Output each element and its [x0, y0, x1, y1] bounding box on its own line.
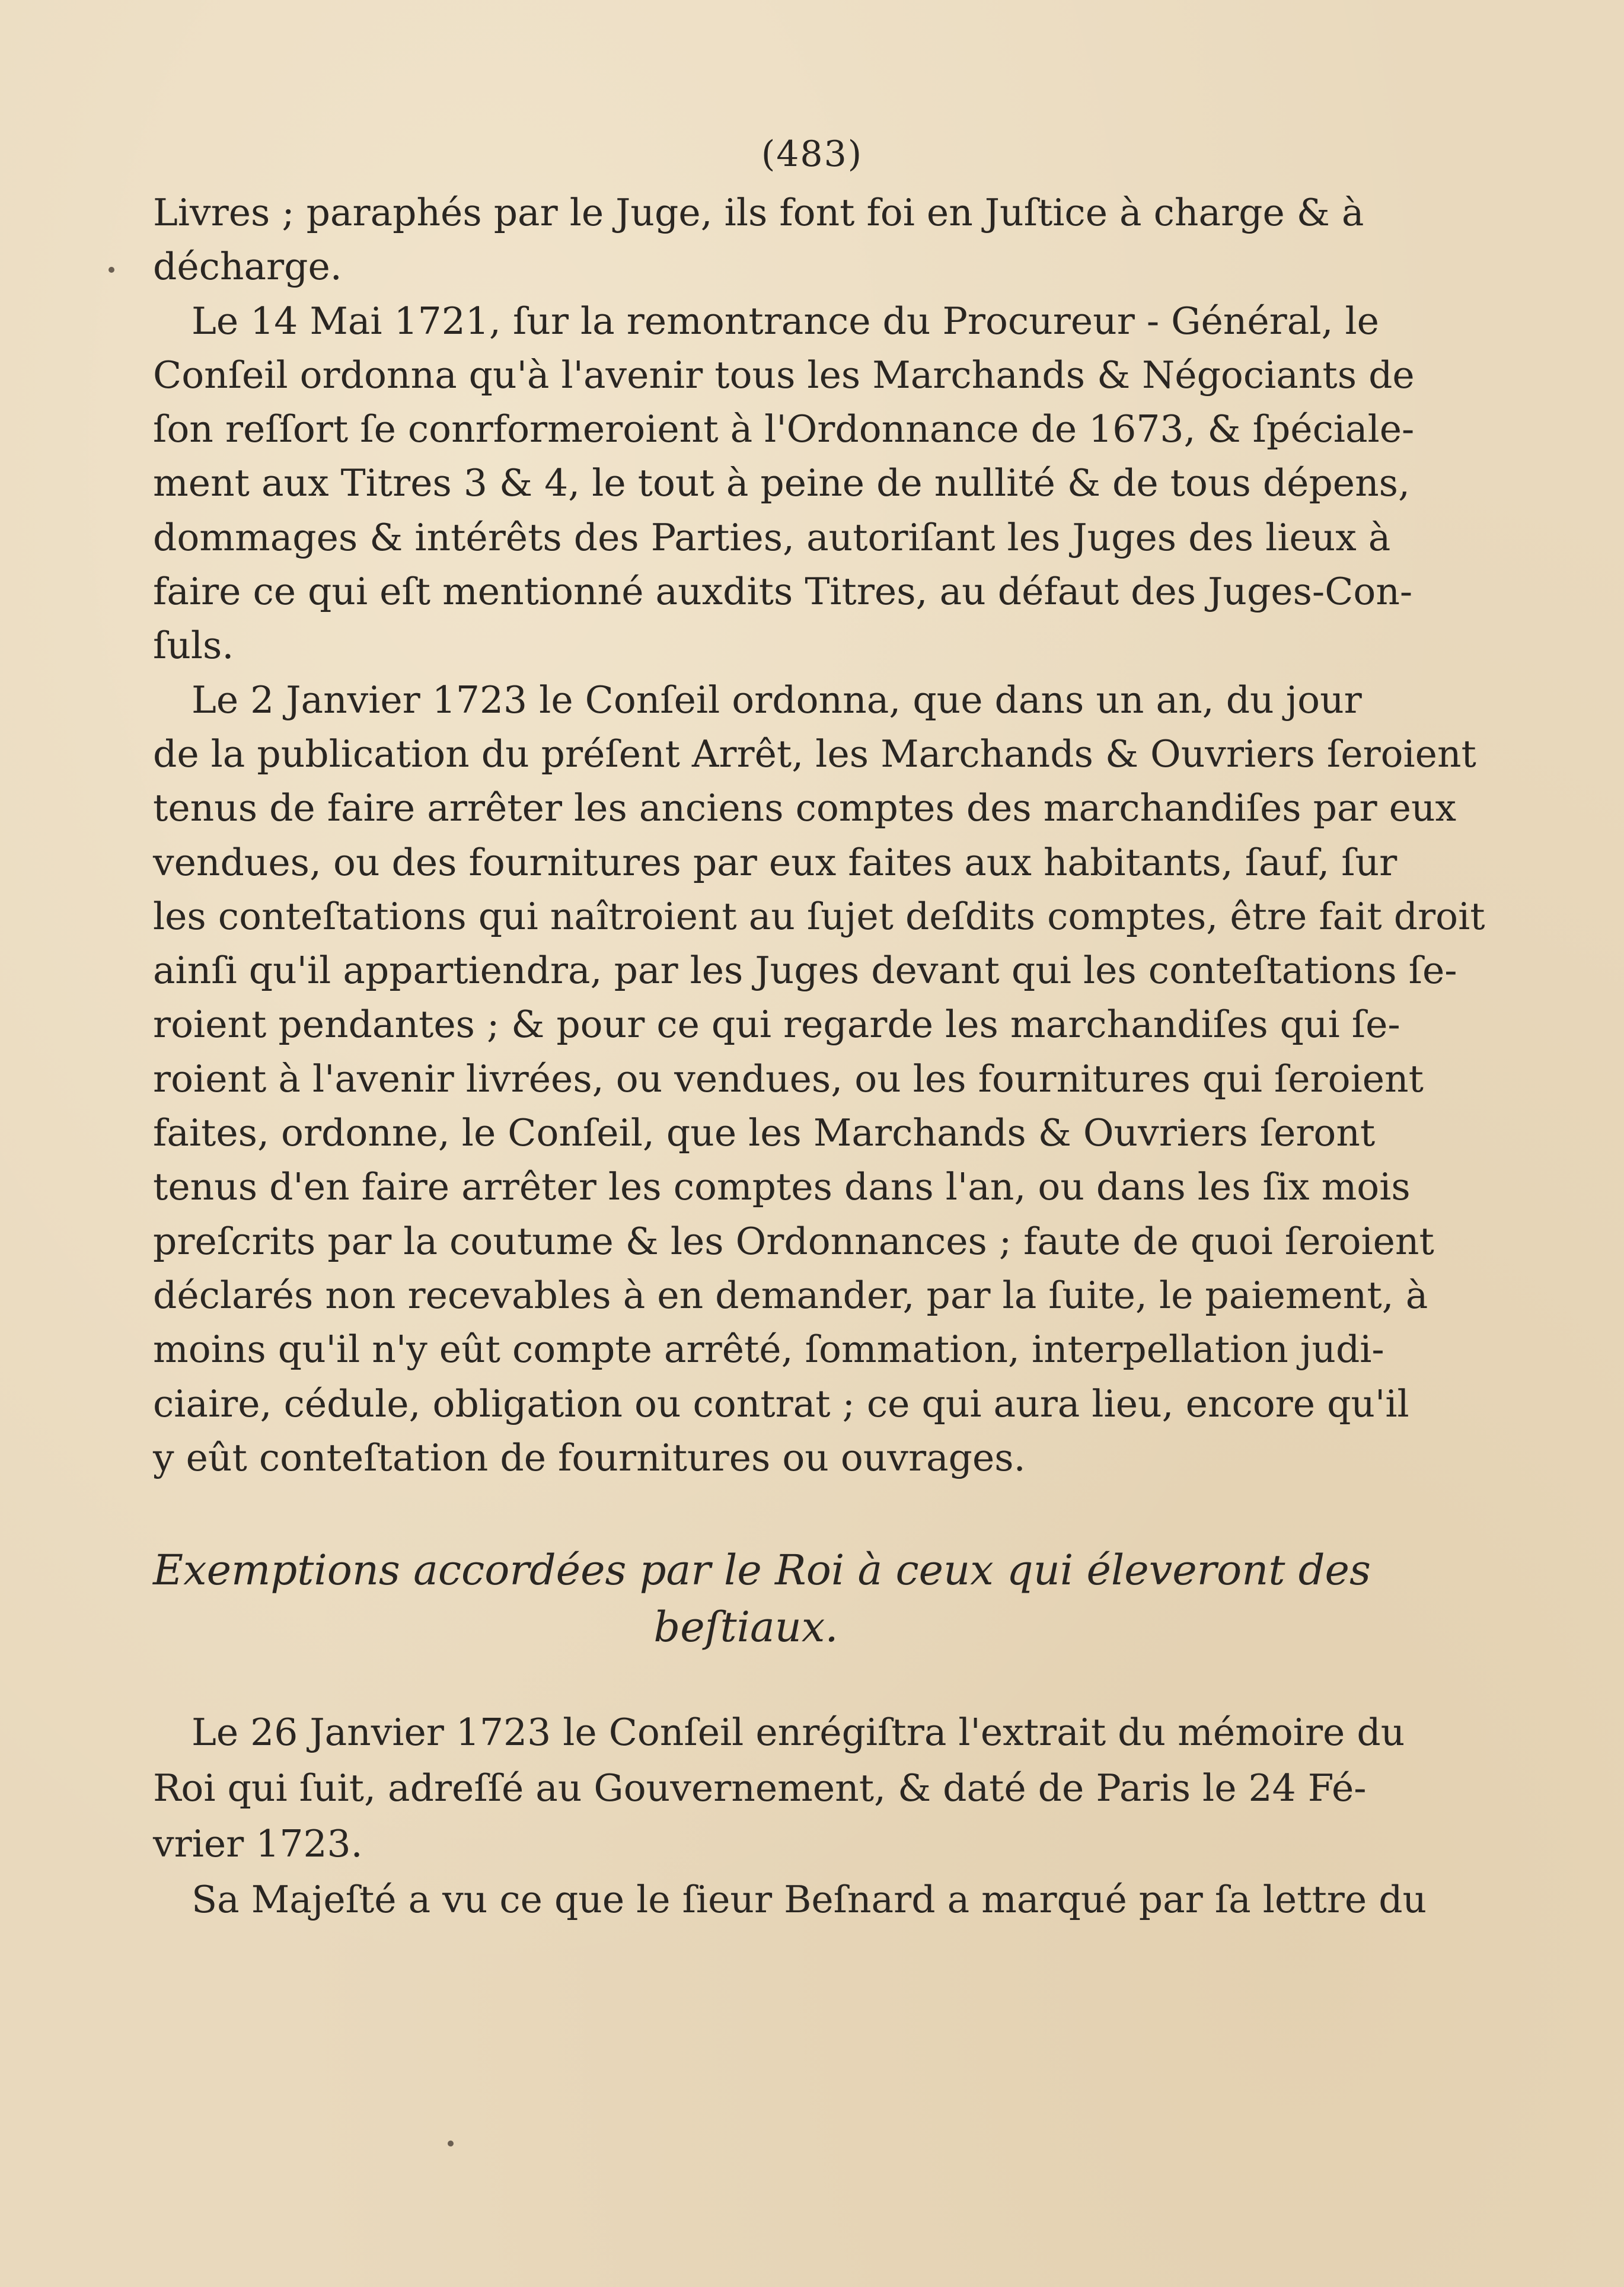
body-text-bottom [153, 1705, 1427, 1928]
text-line: déclarés non recevables à en demander, par la ſuite, le paiement, à [153, 1273, 1428, 1317]
text-line: roient pendantes ; & pour ce qui regarde les marchandiſes qui ſe- [153, 1003, 1400, 1047]
text-line: Livres ; paraphés par le Juge, ils font foi en Juſtice à charge & à [153, 191, 1364, 234]
text-line: tenus de faire arrêter les anciens comptes des marchandiſes par eux [153, 786, 1457, 830]
text-line: faites, ordonne, le Conſeil, que les Marchands & Ouvriers ſeront [153, 1111, 1376, 1155]
text-line: ſon reſſort ſe conrformeroient à l'Ordonnance de 1673, & ſpéciale- [153, 407, 1415, 451]
text-line: les conteſtations qui naîtroient au ſujet deſdits comptes, être fait droit [153, 894, 1485, 938]
paper-speck [109, 267, 114, 273]
text-line: Roi qui ſuit, adreſſé au Gouvernement, & daté de Paris le 24 Fé- [153, 1766, 1367, 1810]
text-line: ſuls. [153, 624, 234, 668]
text-line: Le 26 Janvier 1723 le Conſeil enrégiſtra l'extrait du mémoire du [192, 1711, 1405, 1754]
text-line: moins qu'il n'y eût compte arrêté, ſommation, interpellation judi- [153, 1328, 1384, 1371]
text-line: ainſi qu'il appartiendra, par les Juges devant qui les conteſtations ſe- [153, 949, 1457, 993]
text-line: y eût conteſtation de fournitures ou ouvrages. [153, 1436, 1026, 1479]
text-line: vendues, ou des fournitures par eux faites aux habitants, ſauf, ſur [153, 840, 1398, 884]
heading-line: Exemptions accordées par le Roi à ceux qui éleveront des [153, 1546, 1371, 1594]
text-line: vrier 1723. [153, 1822, 363, 1865]
text-line: ment aux Titres 3 & 4, le tout à peine de nullité & de tous dépens, [153, 461, 1411, 505]
heading-line: beſtiaux. [653, 1603, 838, 1651]
text-line: dommages & intérêts des Parties, autoriſant les Juges des lieux à [153, 515, 1391, 559]
paper-speck [448, 2141, 454, 2146]
text-line: tenus d'en faire arrêter les comptes dans l'an, ou dans les ſix mois [153, 1165, 1411, 1209]
page-number: (483) [761, 133, 863, 175]
text-line: preſcrits par la coutume & les Ordonnances ; faute de quoi ſeroient [153, 1219, 1434, 1263]
text-line: faire ce qui eſt mentionné auxdits Titres, au défaut des Juges-Con- [153, 570, 1413, 614]
text-line: Le 2 Janvier 1723 le Conſeil ordonna, que dans un an, du jour [192, 678, 1362, 722]
text-line: roient à l'avenir livrées, ou vendues, ou les fournitures qui ſeroient [153, 1057, 1424, 1101]
text-line: ciaire, cédule, obligation ou contrat ; ce qui aura lieu, encore qu'il [153, 1382, 1409, 1425]
text-line: de la publication du préſent Arrêt, les Marchands & Ouvriers ſeroient [153, 732, 1476, 776]
text-line: décharge. [153, 245, 342, 289]
text-line: Conſeil ordonna qu'à l'avenir tous les Marchands & Négociants de [153, 353, 1415, 397]
section-heading [153, 1542, 1371, 1656]
body-text-top [153, 186, 1485, 1485]
text-line: Le 14 Mai 1721, ſur la remontrance du Procureur - Général, le [192, 299, 1379, 343]
text-line: Sa Majeſté a vu ce que le ſieur Beſnard a marqué par ſa lettre du [192, 1878, 1427, 1921]
